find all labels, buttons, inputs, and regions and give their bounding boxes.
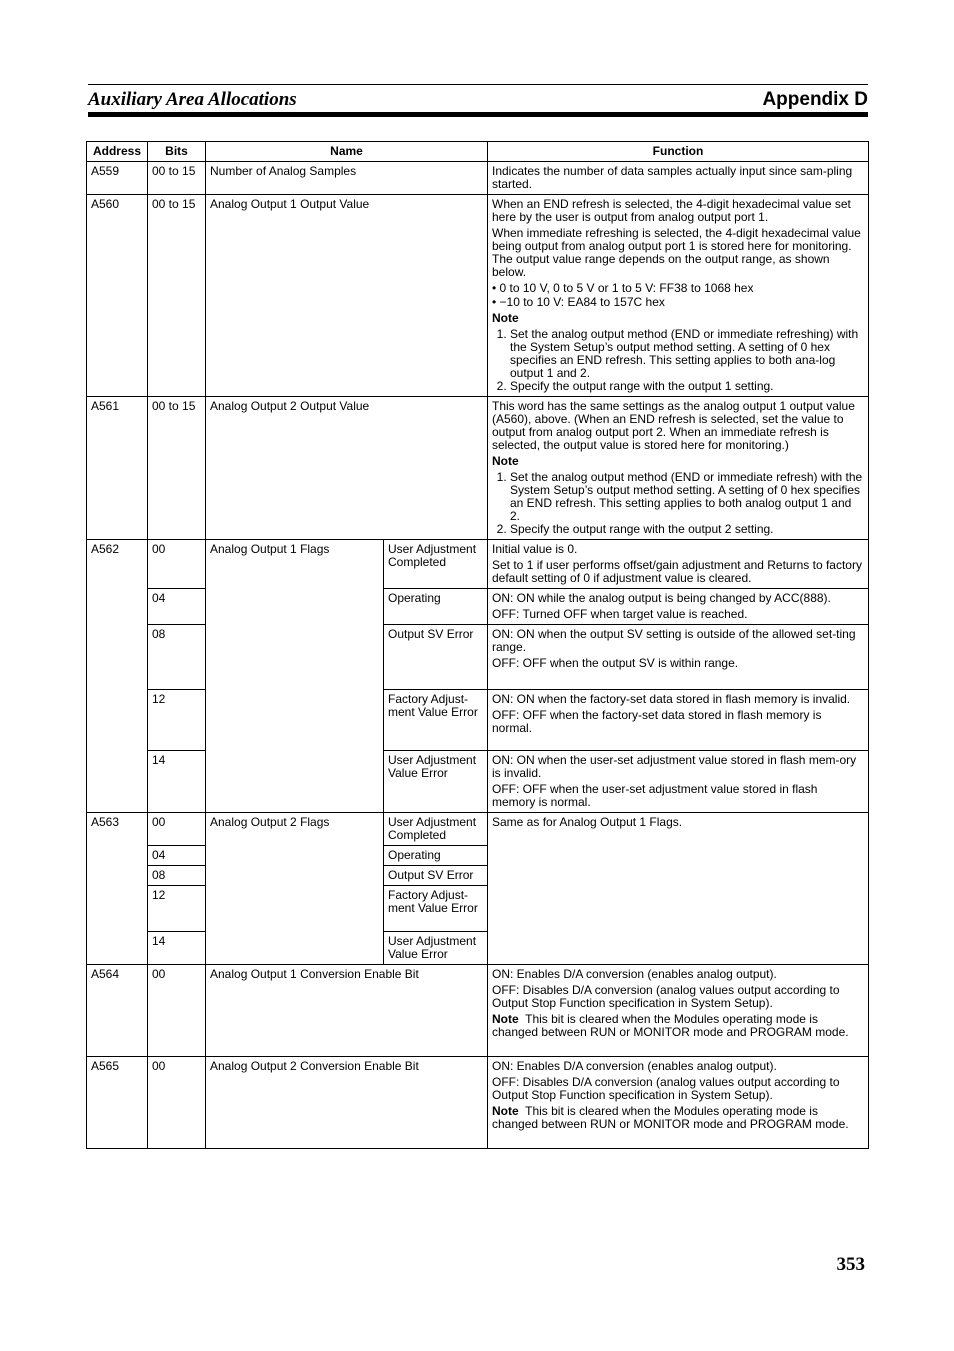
function-cell [488,162,869,195]
function-cell [488,751,869,813]
flag-name-cell: User Adjustment Completed [384,540,488,589]
bits-cell: 00 to 15 [148,162,206,195]
note-heading: Note [492,1012,519,1026]
bits-cell: 08 [148,625,206,690]
function-text: ON: Enables D/A conversion (enables analog output). [492,1059,777,1073]
flag-name-cell: User Adjustment Value Error [384,932,488,965]
function-text: OFF: OFF when the user-set adjustment value stored in flash memory is normal. [492,782,818,809]
bits-cell: 12 [148,690,206,751]
range-bullet: • 0 to 10 V, 0 to 5 V or 1 to 5 V: FF38 to 1068 hex [492,281,754,295]
table-row-a560 [87,195,869,397]
column-header-bits: Bits [148,142,206,162]
flag-name-cell: User Adjustment Value Error [384,751,488,813]
name-cell: Analog Output 2 Output Value [206,397,488,540]
function-cell [488,625,869,690]
bits-cell: 00 [148,965,206,1057]
function-text: Same as for Analog Output 1 Flags. [492,815,683,829]
function-text: OFF: OFF when the output SV is within range. [492,656,739,670]
bits-cell: 04 [148,846,206,866]
function-text: OFF: Disables D/A conversion (analog values output according to Output Stop Function specification in System Setup). [492,983,840,1010]
function-cell [488,397,869,540]
flag-name-cell: User Adjustment Completed [384,813,488,846]
page-number: 353 [836,1254,865,1275]
note-heading: Note [492,1104,519,1118]
name-cell: Analog Output 1 Conversion Enable Bit [206,965,488,1057]
note-paragraph [492,1105,864,1131]
bits-cell: 00 [148,540,206,589]
name-cell: Analog Output 1 Output Value [206,195,488,397]
name-cell: Number of Analog Samples [206,162,488,195]
table-row-a565 [87,1057,869,1149]
flag-name-cell: Operating [384,589,488,625]
function-paragraph: When immediate refreshing is selected, the 4-digit hexadecimal value being output from analog output port 1 is stored here for monitoring. The output value range depends on the output range, as shown below. [492,226,861,279]
bits-cell: 14 [148,751,206,813]
function-cell [488,540,869,589]
header-top-rule [88,84,868,85]
address-cell: A560 [87,195,148,397]
table-row-a563-bit00 [87,813,869,846]
table-row-a564 [87,965,869,1057]
bits-cell: 04 [148,589,206,625]
note-heading: Note [492,454,519,468]
table-row-a562-bit00 [87,540,869,589]
section-title: Auxiliary Area Allocations [88,89,297,110]
range-bullet: • −10 to 10 V: EA84 to 157C hex [492,295,665,309]
function-cell [488,965,869,1057]
address-cell: A562 [87,540,148,813]
address-cell: A564 [87,965,148,1057]
function-text: Set to 1 if user performs offset/gain adjustment and Returns to factory default setting of 0 if adjustment value is cleared. [492,558,862,585]
column-header-function: Function [488,142,869,162]
bits-cell: 00 to 15 [148,195,206,397]
note-item: 2. Specify the output range with the output 2 setting. [510,523,864,536]
flag-name-cell: Output SV Error [384,866,488,886]
address-cell: A559 [87,162,148,195]
function-cell [488,690,869,751]
bits-cell: 08 [148,866,206,886]
function-cell [488,813,869,965]
note-heading: Note [492,311,519,325]
function-cell [488,195,869,397]
note-text: This bit is cleared when the Modules operating mode is changed between RUN or MONITOR mode and PROGRAM mode. [492,1104,849,1131]
flag-name-cell: Operating [384,846,488,866]
note-item: 2. Specify the output range with the output 1 setting. [510,380,864,393]
header-bottom-rule [88,112,868,117]
table-row-a559 [87,162,869,195]
table-header-row [87,142,869,162]
address-cell: A561 [87,397,148,540]
function-paragraph: This word has the same settings as the analog output 1 output value (A560), above. (When an END refresh is selected, set the value to output from analog output port 2. When an immediate refresh is selected, the output value is stored here for monitoring.) [492,399,855,452]
flag-name-cell: Factory Adjust-ment Value Error [384,886,488,932]
allocation-table [86,141,869,1149]
function-text: ON: Enables D/A conversion (enables analog output). [492,967,777,981]
note-item: 1. Set the analog output method (END or immediate refresh) with the System Setup’s output method setting. A setting of 0 hex specifies an END refresh. This setting applies to both analog output 1 and 2. [510,471,864,523]
table-row-a561 [87,397,869,540]
bits-cell: 00 to 15 [148,397,206,540]
function-text: OFF: OFF when the factory-set data stored in flash memory is normal. [492,708,822,735]
function-text: ON: ON while the analog output is being changed by ACC(888). [492,591,831,605]
address-cell: A563 [87,813,148,965]
function-text: OFF: Turned OFF when target value is reached. [492,607,748,621]
table-row-a562-bit04 [87,589,869,625]
function-text: Initial value is 0. [492,542,578,556]
bits-cell: 00 [148,1057,206,1149]
bits-cell: 12 [148,886,206,932]
function-text: ON: ON when the output SV setting is outside of the allowed set-ting range. [492,627,856,654]
note-paragraph [492,1013,864,1039]
function-cell [488,589,869,625]
function-text: Indicates the number of data samples actually input since sam-pling started. [492,164,853,191]
note-list [492,471,864,536]
name-cell: Analog Output 1 Flags [206,540,384,813]
address-cell: A565 [87,1057,148,1149]
flag-name-cell: Output SV Error [384,625,488,690]
note-item: 1. Set the analog output method (END or immediate refreshing) with the System Setup’s output method setting. A setting of 0 hex specifies an END refresh. This setting applies to both ana-log output 1 and 2. [510,328,864,380]
function-text: ON: ON when the user-set adjustment value stored in flash mem-ory is invalid. [492,753,857,780]
table-row-a562-bit14 [87,751,869,813]
function-text: OFF: Disables D/A conversion (analog values output according to Output Stop Function specification in System Setup). [492,1075,840,1102]
name-cell: Analog Output 2 Flags [206,813,384,965]
bits-cell: 14 [148,932,206,965]
column-header-name: Name [206,142,488,162]
note-text: This bit is cleared when the Modules operating mode is changed between RUN or MONITOR mode and PROGRAM mode. [492,1012,849,1039]
function-paragraph: When an END refresh is selected, the 4-digit hexadecimal value set here by the user is output from analog output port 1. [492,197,851,224]
function-text: ON: ON when the factory-set data stored in flash memory is invalid. [492,692,851,706]
table-row-a562-bit08 [87,625,869,690]
table-row-a562-bit12 [87,690,869,751]
function-cell [488,1057,869,1149]
bits-cell: 00 [148,813,206,846]
flag-name-cell: Factory Adjust-ment Value Error [384,690,488,751]
appendix-label: Appendix D [762,89,868,110]
column-header-address: Address [87,142,148,162]
note-list [492,328,864,393]
name-cell: Analog Output 2 Conversion Enable Bit [206,1057,488,1149]
